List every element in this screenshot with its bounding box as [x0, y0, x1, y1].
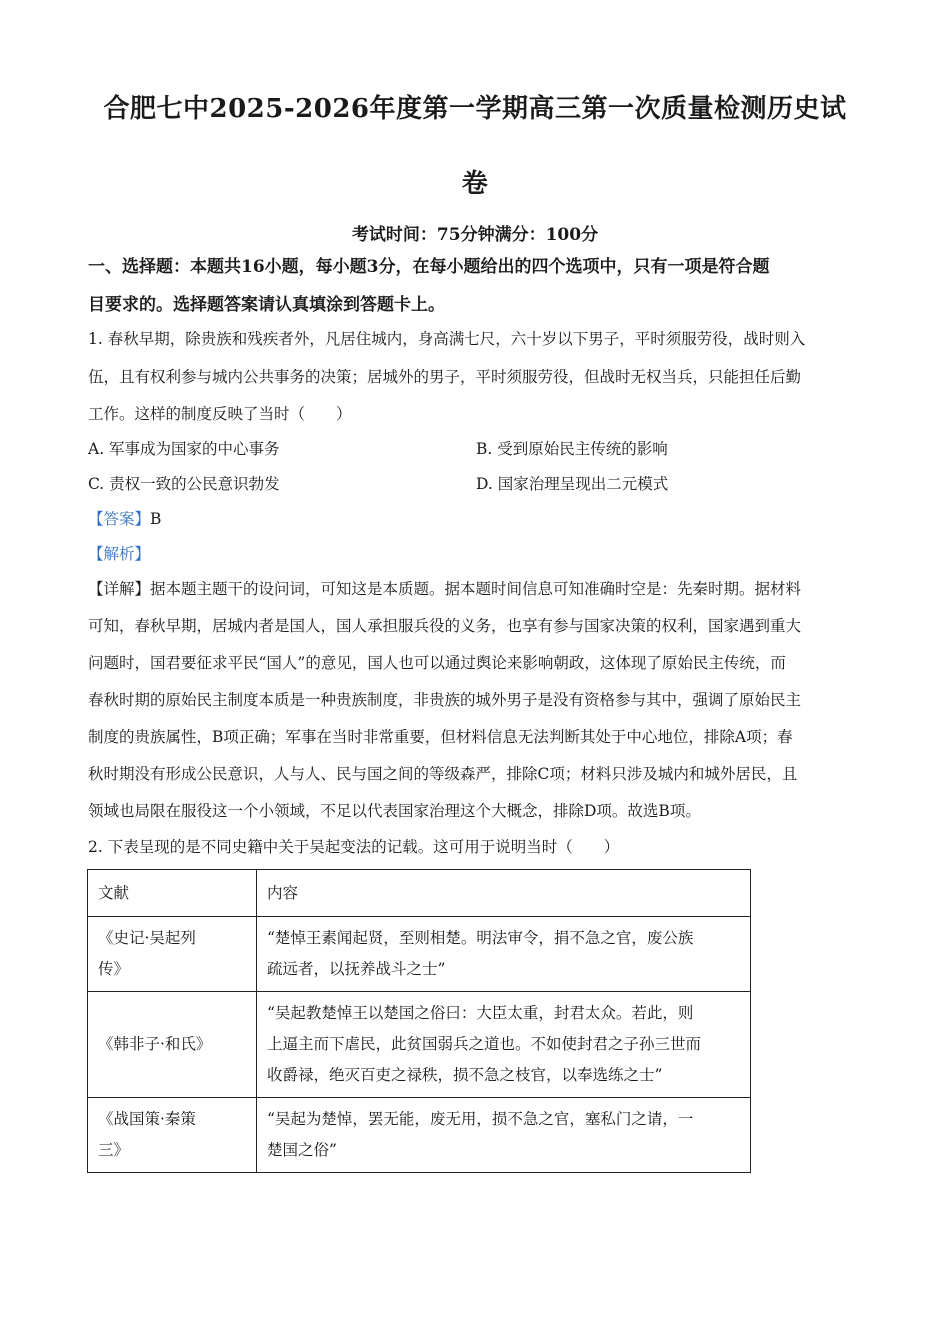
exam-title-line2: 卷: [461, 169, 489, 199]
q1-option-d: D. 国家治理呈现出二元模式: [476, 475, 669, 493]
q1-stem-line1: 1. 春秋早期，除贵族和残疾者外，凡居住城内，身高满七尺，六十岁以下男子，平时须服劳役，战时则入: [88, 330, 806, 348]
source-line: 《战国策·秦策: [98, 1110, 196, 1128]
table-cell-content: [257, 917, 751, 992]
content-line: 上逼主而下虐民，此贫国弱兵之道也。不如使封君之子孙三世而: [267, 1035, 702, 1053]
content-line: “吴起教楚悼王以楚国之俗曰：大臣太重，封君太众。若此，则: [267, 1004, 694, 1022]
content-line: “楚悼王素闻起贤，至则相楚。明法审令，捐不急之官，废公族: [267, 929, 694, 947]
q2-source-table: [87, 869, 751, 1173]
source-line: 三》: [98, 1141, 130, 1159]
table-cell-content: [257, 1098, 751, 1173]
table-header-source: 文献: [88, 870, 257, 917]
content-line: 疏远者，以抚养战斗之士”: [267, 960, 446, 978]
source-line: 传》: [98, 960, 130, 978]
q1-detail-line3: 问题时，国君要征求平民“国人”的意见，国人也可以通过舆论来影响朝政，这体现了原始民主传统，而: [88, 654, 786, 672]
table-header-row: [88, 870, 751, 917]
table-row: [88, 1098, 751, 1173]
section-header-line1: 一、选择题：本题共16小题，每小题3分，在每小题给出的四个选项中，只有一项是符合题: [88, 257, 770, 277]
source-line: 《史记·吴起列: [98, 929, 196, 947]
content-line: 楚国之俗”: [267, 1141, 337, 1159]
q1-answer: [88, 507, 161, 531]
table-row: [88, 992, 751, 1098]
table-cell-source: [88, 917, 257, 992]
q2-stem: 2. 下表呈现的是不同史籍中关于吴起变法的记载。这可用于说明当时（ ）: [88, 838, 620, 856]
exam-title-line1: 合肥七中2025-2026年度第一学期高三第一次质量检测历史试: [103, 94, 847, 124]
q1-stem-line2: 伍，且有权利参与城内公共事务的决策；居城外的男子，平时须服劳役，但战时无权当兵，只能担任后勤: [88, 368, 802, 386]
exam-subtitle: 考试时间：75分钟满分：100分: [351, 225, 599, 245]
q1-detail-line7: 领域也局限在服役这一个小领域，不足以代表国家治理这个大概念，排除D项。故选B项。: [88, 802, 701, 820]
q1-analysis-tag: 【解析】: [88, 545, 151, 563]
table-row: [88, 917, 751, 992]
q1-option-b: B. 受到原始民主传统的影响: [476, 440, 668, 458]
answer-value: B: [150, 510, 162, 528]
content-line: “吴起为楚悼，罢无能，废无用，损不急之官，塞私门之请，一: [267, 1110, 694, 1128]
q1-detail-line1: 【详解】据本题主题干的设问词，可知这是本质题。据本题时间信息可知准确时空是：先秦时期。据材料: [88, 580, 802, 598]
table-header-content: 内容: [257, 870, 751, 917]
q1-stem-line3: 工作。这样的制度反映了当时（ ）: [88, 405, 352, 423]
q1-option-c: C. 责权一致的公民意识勃发: [88, 475, 280, 493]
q1-detail-line2: 可知，春秋早期，居城内者是国人，国人承担服兵役的义务，也享有参与国家决策的权利，国家遇到重大: [88, 617, 802, 635]
q1-detail-line4: 春秋时期的原始民主制度本质是一种贵族制度，非贵族的城外男子是没有资格参与其中，强调了原始民主: [88, 691, 802, 709]
table-cell-source: [88, 992, 257, 1098]
q1-detail-line5: 制度的贵族属性，B项正确；军事在当时非常重要，但材料信息无法判断其处于中心地位，排除A项；春: [88, 728, 793, 746]
answer-tag: 【答案】: [88, 510, 151, 528]
q1-option-a: A. 军事成为国家的中心事务: [88, 440, 280, 458]
content-line: 收爵禄，绝灭百吏之禄秩，损不急之枝官，以奉选练之士”: [267, 1066, 663, 1084]
section-header-line2: 目要求的。选择题答案请认真填涂到答题卡上。: [88, 295, 445, 315]
table-cell-source: [88, 1098, 257, 1173]
source-line: 《韩非子·和氏》: [98, 1035, 212, 1053]
q1-detail-line6: 秋时期没有形成公民意识，人与人、民与国之间的等级森严，排除C项；材料只涉及城内和城外居民，且: [88, 765, 798, 783]
table-cell-content: [257, 992, 751, 1098]
